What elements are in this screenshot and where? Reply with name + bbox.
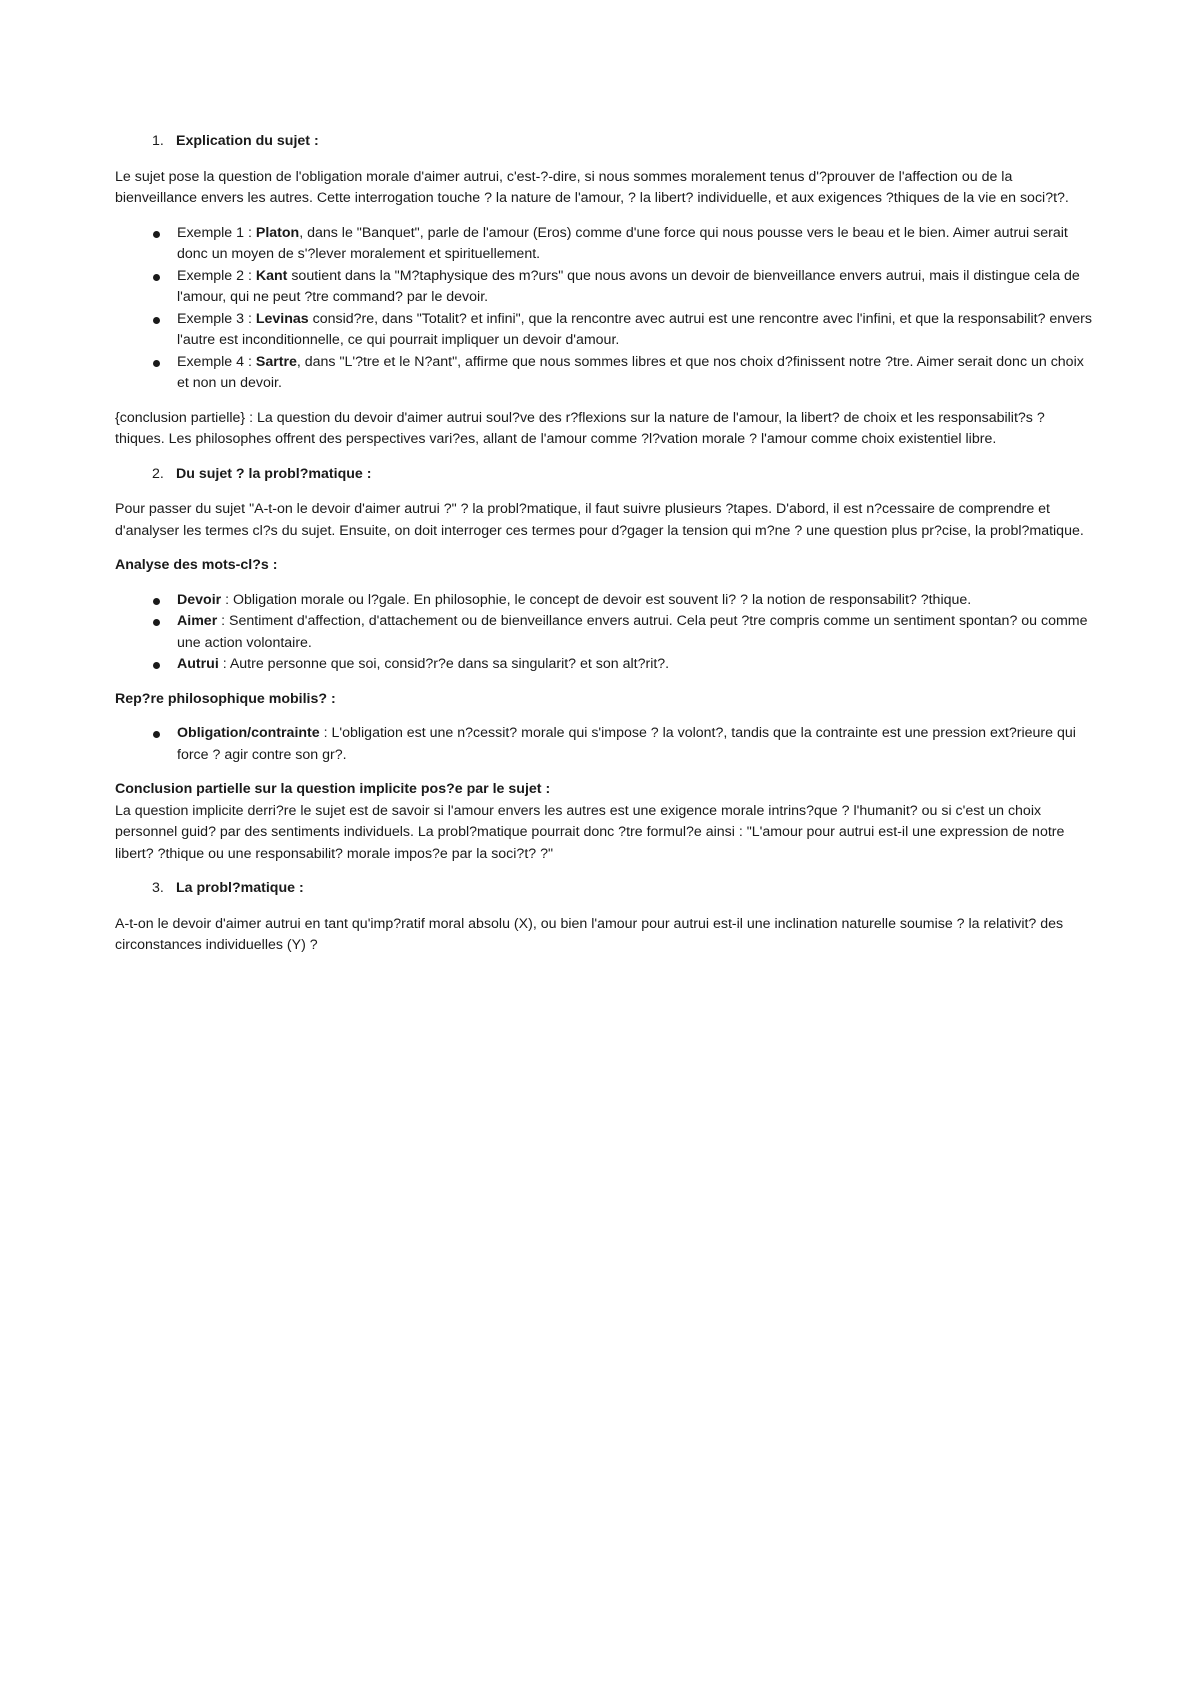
keywords-label: Analyse des mots-cl?s : bbox=[115, 557, 278, 573]
list-item: Autrui : Autre personne que soi, consid?r?e dans sa singularit? et son alt?rit?. bbox=[177, 654, 1093, 676]
section-heading-2 bbox=[115, 464, 1093, 486]
keywords-list bbox=[115, 590, 1093, 676]
implicit-question-label: Conclusion partielle sur la question implicite pos?e par le sujet : bbox=[115, 781, 551, 797]
section-heading-3 bbox=[115, 878, 1093, 900]
list-item: Obligation/contrainte : L'obligation est une n?cessit? morale qui s'impose ? la volont?, tandis que la contrainte est une pression ext?rieure qui force ? agir contre son gr?. bbox=[177, 723, 1093, 766]
list-item: Exemple 2 : Kant soutient dans la "M?taphysique des m?urs" que nous avons un devoir de bienveillance envers autrui, mais il distingue cela de l'amour, qui ne peut ?tre command? par le devoir. bbox=[177, 266, 1093, 309]
section-1-conclusion: {conclusion partielle} : La question du devoir d'aimer autrui soul?ve des r?flexions sur la nature de l'amour, la libert? de choix et les responsabilit?s ?thiques. Les philosophes offrent des perspectives vari?es, allant de l'amour comme ?l?vation morale ? l'amour comme choix existentiel libre. bbox=[115, 409, 1045, 447]
implicit-question-text: La question implicite derri?re le sujet est de savoir si l'amour envers les autres est une exigence morale intrins?que ? l'humanit? ou si c'est un choix personnel guid? par des sentiments individuels. La probl?matique pourrait donc ?tre formul?e ainsi : "L'amour pour autrui est-il une expression de notre libert? ?thique ou une responsabilit? morale impos?e par la soci?t? ?" bbox=[115, 802, 1065, 862]
section-1-intro: Le sujet pose la question de l'obligation morale d'aimer autrui, c'est-?-dire, si nous sommes moralement tenus d'?prouver de l'affection ou de la bienveillance envers les autres. Cette interrogation touche ? la nature de l'amour, ? la libert? individuelle, et aux exigences ?thiques de la vie en soci?t?. bbox=[115, 168, 1069, 206]
section-number: 3. bbox=[152, 880, 164, 896]
section-heading-1 bbox=[115, 131, 1093, 153]
bullet-icon bbox=[153, 231, 160, 238]
bullet-icon bbox=[153, 274, 160, 281]
section-title: La probl?matique : bbox=[176, 880, 304, 896]
examples-list bbox=[115, 223, 1093, 395]
section-number: 2. bbox=[152, 465, 164, 482]
list-item: Exemple 1 : Platon, dans le "Banquet", parle de l'amour (Eros) comme d'une force qui nous pousse vers le beau et le bien. Aimer autrui serait donc un moyen de s'?lever moralement et spirituellement. bbox=[177, 223, 1093, 266]
list-item: Aimer : Sentiment d'affection, d'attachement ou de bienveillance envers autrui. Cela peut ?tre compris comme un sentiment spontan? ou comme une action volontaire. bbox=[177, 611, 1093, 654]
list-item: Devoir : Obligation morale ou l?gale. En philosophie, le concept de devoir est souvent li? ? la notion de responsabilit? ?thique. bbox=[177, 590, 1093, 612]
bullet-icon bbox=[153, 317, 160, 324]
section-2-intro: Pour passer du sujet "A-t-on le devoir d'aimer autrui ?" ? la probl?matique, il faut suivre plusieurs ?tapes. D'abord, il est n?cessaire de comprendre et d'analyser les termes cl?s du sujet. Ensuite, on doit interroger ces termes pour d?gager la tension qui m?ne ? une question plus pr?cise, la probl?matique. bbox=[115, 501, 1084, 539]
bullet-icon bbox=[153, 360, 160, 367]
section-number: 1. bbox=[152, 133, 164, 149]
document-content bbox=[115, 131, 1093, 970]
list-item: Exemple 4 : Sartre, dans "L'?tre et le N?ant", affirme que nous sommes libres et que nos choix d?finissent notre ?tre. Aimer serait donc un choix et non un devoir. bbox=[177, 352, 1093, 395]
section-title: Explication du sujet : bbox=[176, 133, 319, 149]
reperes-label: Rep?re philosophique mobilis? : bbox=[115, 690, 336, 707]
bullet-icon bbox=[153, 662, 160, 669]
problematique-text: A-t-on le devoir d'aimer autrui en tant qu'imp?ratif moral absolu (X), ou bien l'amour pour autrui est-il une inclination naturelle soumise ? la relativit? des circonstances individuelles (Y) ? bbox=[115, 915, 1064, 953]
reperes-list bbox=[115, 723, 1093, 766]
section-title: Du sujet ? la probl?matique : bbox=[176, 465, 372, 482]
bullet-icon bbox=[153, 731, 160, 738]
bullet-icon bbox=[153, 619, 160, 626]
bullet-icon bbox=[153, 598, 160, 605]
list-item: Exemple 3 : Levinas consid?re, dans "Totalit? et infini", que la rencontre avec autrui est une rencontre avec l'infini, et que la responsabilit? envers l'autre est inconditionnelle, ce qui pourrait impliquer un devoir d'amour. bbox=[177, 309, 1093, 352]
